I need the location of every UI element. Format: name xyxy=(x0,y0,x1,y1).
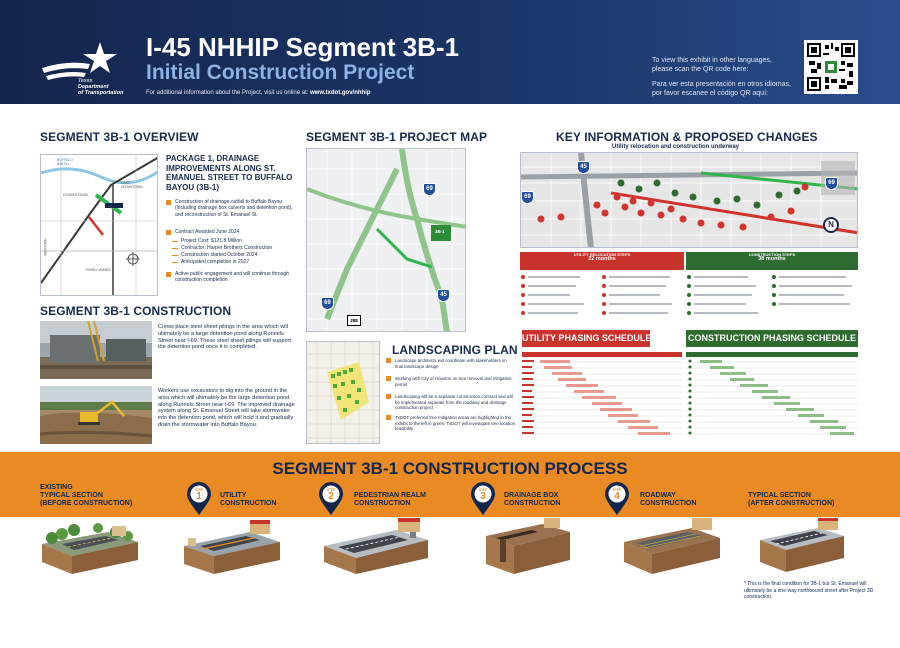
photo-steel-pilings[interactable] xyxy=(40,321,152,379)
lang-es-line1: Para ver esta presentación en otros idiomas, xyxy=(652,81,791,88)
shield-288-label: 288 xyxy=(350,318,358,323)
construction-heading: SEGMENT 3B-1 CONSTRUCTION xyxy=(40,304,232,318)
step-after-line1: TYPICAL SECTION xyxy=(748,492,811,499)
overview-map-midtown-label: MIDTOWN xyxy=(43,238,48,256)
overview-map-bayou-label: BUFFALO BAYOU xyxy=(57,158,73,166)
step-2-word: STEP xyxy=(326,488,336,492)
key-shield-69-east-label: 69 xyxy=(828,180,835,186)
bullet-square-icon xyxy=(166,200,171,205)
landscaping-bullet-3 xyxy=(386,394,516,411)
landscaping-heading: LANDSCAPING PLAN xyxy=(392,343,518,357)
construction-text-2: Workers use excavators to dig into the ground in the area which will ultimately be the large detention pond along Runnels Street near I-69. The improved drainage system along St. Emanuel Street will take stormwater into the detention pond, which will hold it and gradually drain the stormwater into Buffalo Bayou. xyxy=(158,388,295,428)
dash-icon xyxy=(172,255,178,256)
landscaping-bullet-1 xyxy=(386,358,516,369)
step-1-line1: UTILITY xyxy=(220,492,247,499)
lang-en-line1: To view this exhibit in other languages, xyxy=(652,57,772,64)
construction-gantt-icon xyxy=(686,352,858,444)
north-arrow-label: N xyxy=(828,220,834,229)
utility-gantt-icon xyxy=(522,352,682,444)
overview-sub-3 xyxy=(172,252,257,259)
dash-icon xyxy=(172,262,178,263)
overview-sub-2 xyxy=(172,245,272,252)
shield-69-south-icon xyxy=(321,297,334,310)
logo-text-department: Department xyxy=(78,84,109,90)
section-existing-illustration[interactable] xyxy=(38,520,140,576)
bullet-square-icon xyxy=(386,358,391,363)
shield-69-icon xyxy=(423,183,436,196)
overview-sub-4 xyxy=(172,259,249,266)
overview-sub-1-text: Project Cost: $121.8 Million xyxy=(181,238,242,244)
landscaping-bullet-2-text: Working with City of Houston on tree removal and mitigation permit xyxy=(395,376,512,387)
construction-schedule-heading: CONSTRUCTION PHASING SCHEDULE xyxy=(686,330,858,347)
logo-text-transport: of Transportation xyxy=(78,90,124,96)
step-2-line2: CONSTRUCTION xyxy=(354,500,411,507)
dash-icon xyxy=(172,241,178,242)
landscaping-bullet-3-text: Landscaping will be a separate construction contract and will be implemented separate from the roadway and drainage construction project xyxy=(395,394,513,410)
page-subtitle: Initial Construction Project xyxy=(146,61,415,84)
project-map-marker: 3B-1 xyxy=(435,229,445,234)
step-existing-line1: EXISTING xyxy=(40,484,73,491)
overview-bullet-3-text: Active public engagement and will continue through construction completion xyxy=(175,271,289,284)
overview-bullet-2 xyxy=(166,229,298,235)
step-4-line1: ROADWAY xyxy=(640,492,676,499)
utility-schedule-chart[interactable] xyxy=(522,352,682,444)
txdot-logo xyxy=(38,38,128,100)
overview-map[interactable] xyxy=(40,154,158,296)
overview-map-downtown-label: DOWNTOWN xyxy=(63,192,88,197)
landscaping-bullet-1-text: Landscape architects will coordinate with stakeholders on final landscape design xyxy=(395,358,507,369)
step-1-label xyxy=(220,492,276,508)
step-4-line2: CONSTRUCTION xyxy=(640,500,697,507)
lang-es-line2: por favor escanee el código QR aquí: xyxy=(652,90,768,97)
qr-code[interactable] xyxy=(804,40,858,94)
landscaping-bullet-2 xyxy=(386,376,516,387)
overview-sub-2-text: Contractor: Harper Brothers Construction xyxy=(181,245,273,251)
process-title: SEGMENT 3B-1 CONSTRUCTION PROCESS xyxy=(272,459,628,478)
bullet-square-icon xyxy=(386,376,391,381)
lang-en-line2: please scan the QR code here: xyxy=(652,66,749,73)
step-3-label xyxy=(504,492,560,508)
key-info-subheading: Utility relocation and construction underway xyxy=(612,144,740,150)
dash-icon xyxy=(172,248,178,249)
step-list-lines-icon xyxy=(686,274,858,320)
utility-steps-box xyxy=(520,252,684,270)
step-existing-line2: TYPICAL SECTION xyxy=(40,492,103,499)
logo-text-texas: Texas xyxy=(78,78,93,84)
shield-45-icon xyxy=(437,289,450,302)
lang-en xyxy=(652,56,802,74)
step-1-pin-icon xyxy=(186,482,212,516)
landscaping-bullet-4-text: TxDOT preferred tree mitigation areas are highlighted in the exhibit to the left in green. TxDOT will investigate tree location feasibility xyxy=(395,415,516,431)
construction-steps-duration: 38 months xyxy=(758,256,786,262)
bullet-square-icon xyxy=(386,415,391,420)
step-list-lines-icon xyxy=(520,274,684,320)
step-1-line2: CONSTRUCTION xyxy=(220,500,277,507)
step-after-line2: (AFTER CONSTRUCTION) xyxy=(748,500,835,507)
step-4-pin-icon xyxy=(604,482,630,516)
bullet-square-icon xyxy=(166,272,171,277)
key-shield-45-label: 45 xyxy=(580,164,587,170)
photo-excavators[interactable] xyxy=(40,386,152,444)
overview-map-east-downtown-label: EAST DOWNTOWN xyxy=(121,181,143,189)
shield-288-icon xyxy=(347,315,361,326)
overview-sub-3-text: Construction started October 2024 xyxy=(181,252,258,258)
step-1-number: 1 xyxy=(196,491,202,502)
step-3-word: STEP xyxy=(478,488,488,492)
step-existing-label xyxy=(40,484,132,508)
section-step1-illustration[interactable] xyxy=(180,516,284,576)
step-after-label xyxy=(748,492,834,508)
info-line xyxy=(146,90,371,96)
step-3-pin-icon xyxy=(470,482,496,516)
info-prefix: For additional information about the Project, visit us online at: xyxy=(146,90,309,96)
construction-steps-box xyxy=(686,252,858,270)
key-info-heading: KEY INFORMATION & PROPOSED CHANGES xyxy=(556,130,818,144)
step-4-word: STEP xyxy=(612,488,622,492)
overview-bullet-1 xyxy=(166,199,298,218)
overview-sub-4-text: Anticipated completion in 2027 xyxy=(181,259,250,265)
info-url[interactable]: www.txdot.gov/nhhip xyxy=(310,90,371,96)
section-step4-illustration[interactable] xyxy=(620,516,724,576)
construction-steps-list xyxy=(686,274,858,320)
step-4-label xyxy=(640,492,696,508)
project-map-heading: SEGMENT 3B-1 PROJECT MAP xyxy=(306,130,488,144)
overview-bullet-1-text: Construction of drainage outfall to Buffalo Bayou (including drainage box culverts and detention pond), and reconstruction of St. Emanuel St. xyxy=(175,199,293,218)
project-map[interactable] xyxy=(306,148,466,332)
step-2-line1: PEDESTRIAN REALM xyxy=(354,492,426,499)
key-shield-69-west-label: 69 xyxy=(524,194,531,200)
bullet-square-icon xyxy=(386,394,391,399)
overview-bullet-3 xyxy=(166,271,298,284)
utility-schedule-heading: UTILITY PHASING SCHEDULE xyxy=(522,330,650,347)
overview-bullet-2-text: Contract Awarded June 2024 xyxy=(175,229,240,235)
section-step3-illustration[interactable] xyxy=(482,516,574,576)
section-step2-illustration[interactable] xyxy=(320,516,432,576)
shield-69-south-label: 69 xyxy=(324,300,331,306)
overview-sub-1 xyxy=(172,238,242,245)
utility-steps-list xyxy=(520,274,684,320)
overview-map-third-ward-label: THIRD WARD xyxy=(85,267,111,272)
construction-steps-title: CONSTRUCTION STEPS xyxy=(748,252,796,257)
section-after-illustration[interactable] xyxy=(756,516,848,576)
step-3-line1: DRAINAGE BOX xyxy=(504,492,559,499)
page-title: I-45 NHHIP Segment 3B-1 xyxy=(146,32,460,62)
utility-steps-title: UTILITY RELOCATION STEPS xyxy=(573,252,631,257)
step-4-number: 4 xyxy=(614,491,620,502)
key-info-pins-icon xyxy=(521,153,858,248)
step-2-number: 2 xyxy=(328,491,334,502)
landscaping-bullet-4 xyxy=(386,415,516,432)
landscaping-map[interactable] xyxy=(306,341,380,444)
bullet-square-icon xyxy=(166,230,171,235)
qr-pattern-icon xyxy=(807,43,855,91)
overview-heading: SEGMENT 3B-1 OVERVIEW xyxy=(40,130,199,144)
shield-45-label: 45 xyxy=(440,292,447,298)
step-2-label xyxy=(354,492,426,508)
construction-schedule-chart[interactable] xyxy=(686,352,858,444)
package-title: PACKAGE 1, DRAINAGE IMPROVEMENTS ALONG ST. EMANUEL STREET TO BUFFALO BAYOU (3B-1) xyxy=(166,154,293,192)
process-footnote: * This is the final condition for 3B-1 but St. Emanuel will ultimately be a one-way northbound street after Project 3D construction. xyxy=(744,581,874,600)
step-2-pin-icon xyxy=(318,482,344,516)
lang-es xyxy=(652,80,802,98)
utility-steps-duration: 22 months xyxy=(588,256,616,262)
shield-69-label: 69 xyxy=(426,186,433,192)
step-existing-line3: (BEFORE CONSTRUCTION) xyxy=(40,500,133,507)
key-info-map[interactable] xyxy=(520,152,858,248)
step-3-line2: CONSTRUCTION xyxy=(504,500,561,507)
step-3-number: 3 xyxy=(480,491,486,502)
construction-text-1: Crews place steel sheet pilings in the area which will ultimately be a large detention pond along Runnels Street near I-69. These steel sheet pilings will support the detention pond once it is completed. xyxy=(158,324,291,351)
step-1-word: STEP xyxy=(194,488,204,492)
